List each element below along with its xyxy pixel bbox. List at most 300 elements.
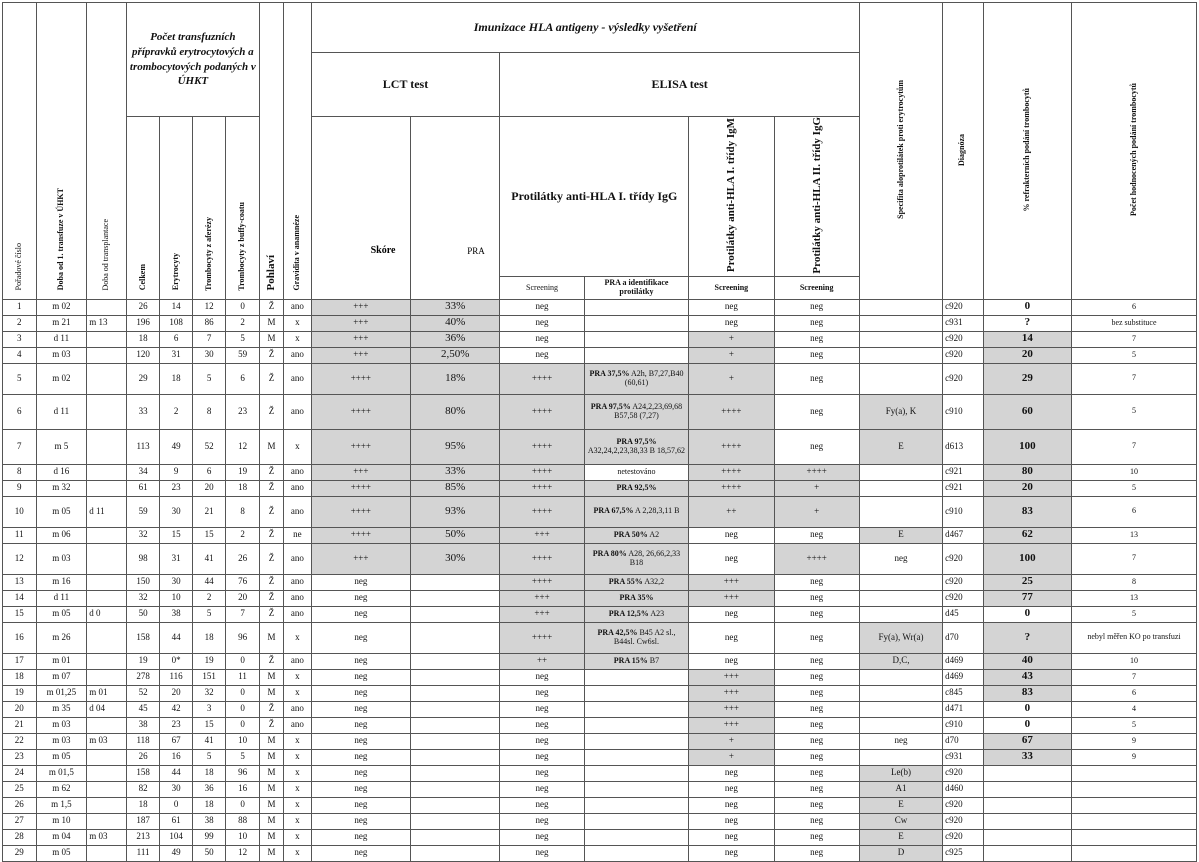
- cell-ref: [983, 797, 1071, 813]
- cell-scr: neg: [500, 347, 584, 363]
- cell-igm: neg: [689, 797, 774, 813]
- cell-n: 23: [3, 749, 37, 765]
- cell-poc: 13: [1071, 527, 1196, 543]
- cell-spec: neg: [859, 543, 942, 574]
- cell-spec: Fy(a), Wr(a): [859, 622, 942, 653]
- cell-igm: +: [689, 749, 774, 765]
- cell-tbc: 96: [226, 622, 260, 653]
- header-pocet-group: Počet transfuzních přípravků erytrocytových a trombocytových podaných v ÚHKT: [126, 3, 259, 117]
- cell-igm: +: [689, 363, 774, 394]
- cell-dtx: m 03: [87, 733, 127, 749]
- cell-cel: 98: [126, 543, 160, 574]
- cell-spec: neg: [859, 733, 942, 749]
- cell-n: 9: [3, 480, 37, 496]
- cell-ii: neg: [774, 797, 859, 813]
- cell-cel: 120: [126, 347, 160, 363]
- cell-ii: neg: [774, 315, 859, 331]
- cell-ery: 31: [160, 347, 192, 363]
- cell-ery: 16: [160, 749, 192, 765]
- cell-spec: [859, 590, 942, 606]
- cell-sk: neg: [311, 845, 410, 861]
- cell-pra: [411, 749, 500, 765]
- cell-sex: Ž: [259, 347, 283, 363]
- cell-igm: +++: [689, 590, 774, 606]
- cell-sex: M: [259, 797, 283, 813]
- cell-sk: ++++: [311, 363, 410, 394]
- hla-results-table: [2, 2, 1197, 862]
- cell-spec: [859, 749, 942, 765]
- cell-pra: 2,50%: [411, 347, 500, 363]
- cell-cel: 158: [126, 765, 160, 781]
- cell-dt: m 03: [36, 717, 87, 733]
- cell-igm: neg: [689, 781, 774, 797]
- cell-taf: 2: [192, 590, 226, 606]
- table-row: [3, 496, 1197, 527]
- cell-scr: neg: [500, 701, 584, 717]
- cell-sex: M: [259, 829, 283, 845]
- cell-dt: m 03: [36, 543, 87, 574]
- cell-pid: [584, 315, 689, 331]
- cell-sex: M: [259, 813, 283, 829]
- table-row: [3, 590, 1197, 606]
- header-celkem: Celkem: [126, 117, 160, 300]
- cell-spec: Le(b): [859, 765, 942, 781]
- cell-spec: D: [859, 845, 942, 861]
- cell-igm: neg: [689, 765, 774, 781]
- cell-spec: [859, 363, 942, 394]
- cell-ii: neg: [774, 669, 859, 685]
- cell-sk: neg: [311, 685, 410, 701]
- cell-tbc: 8: [226, 496, 260, 527]
- cell-pid: [584, 527, 689, 543]
- cell-grav: x: [284, 733, 311, 749]
- table-row: [3, 394, 1197, 429]
- cell-ery: 49: [160, 429, 192, 464]
- cell-pid: [584, 543, 689, 574]
- cell-dtx: [87, 845, 127, 861]
- header-protilatky-igg: Protilátky anti-HLA I. třídy IgG: [500, 117, 689, 277]
- cell-dg: c920: [943, 299, 984, 315]
- cell-ery: 30: [160, 496, 192, 527]
- cell-ery: 2: [160, 394, 192, 429]
- cell-igm: neg: [689, 622, 774, 653]
- cell-dg: c845: [943, 685, 984, 701]
- cell-n: 7: [3, 429, 37, 464]
- pra-ident-text: A2h, B7,27,B40 (60,61): [624, 369, 684, 387]
- cell-tbc: 12: [226, 845, 260, 861]
- cell-tbc: 0: [226, 717, 260, 733]
- cell-ery: 0: [160, 797, 192, 813]
- cell-ref: 83: [983, 685, 1071, 701]
- cell-poc: bez substituce: [1071, 315, 1196, 331]
- cell-spec: Cw: [859, 813, 942, 829]
- cell-sex: M: [259, 669, 283, 685]
- cell-n: 20: [3, 701, 37, 717]
- cell-ii: neg: [774, 845, 859, 861]
- cell-poc: 7: [1071, 543, 1196, 574]
- cell-igm: +++: [689, 574, 774, 590]
- cell-tbc: 26: [226, 543, 260, 574]
- cell-dt: d 16: [36, 464, 87, 480]
- cell-dg: c920: [943, 829, 984, 845]
- cell-grav: x: [284, 685, 311, 701]
- cell-ref: 100: [983, 429, 1071, 464]
- cell-scr: neg: [500, 315, 584, 331]
- cell-cel: 52: [126, 685, 160, 701]
- header-screening-ii: Screening: [774, 276, 859, 299]
- cell-poc: 5: [1071, 394, 1196, 429]
- table-row: [3, 845, 1197, 861]
- cell-sex: Ž: [259, 717, 283, 733]
- cell-ii: +: [774, 496, 859, 527]
- cell-sk: +++: [311, 299, 410, 315]
- cell-ery: 20: [160, 685, 192, 701]
- pra-ident-text: A28, 26,66,2,33 B18: [628, 549, 681, 567]
- cell-dtx: m 01: [87, 685, 127, 701]
- pra-ident-text: netestováno: [617, 466, 656, 476]
- cell-tbc: 5: [226, 749, 260, 765]
- cell-n: 22: [3, 733, 37, 749]
- cell-scr: neg: [500, 813, 584, 829]
- cell-ery: 61: [160, 813, 192, 829]
- cell-sex: Ž: [259, 394, 283, 429]
- cell-grav: ano: [284, 363, 311, 394]
- cell-cel: 26: [126, 299, 160, 315]
- header-tromb-aferezy: Trombocyty z aferézy: [192, 117, 226, 300]
- cell-scr: neg: [500, 733, 584, 749]
- pra-ident-text: A32,24,2,23,38,33 B 18,57,62: [587, 445, 686, 455]
- table-row: [3, 480, 1197, 496]
- cell-grav: ano: [284, 574, 311, 590]
- cell-ref: 43: [983, 669, 1071, 685]
- cell-ii: neg: [774, 574, 859, 590]
- cell-dg: c921: [943, 480, 984, 496]
- pra-ident-bold: PRA 92,5%: [616, 482, 657, 492]
- cell-igm: neg: [689, 299, 774, 315]
- cell-tbc: 0: [226, 701, 260, 717]
- cell-dt: m 35: [36, 701, 87, 717]
- cell-poc: 4: [1071, 701, 1196, 717]
- cell-grav: x: [284, 813, 311, 829]
- cell-ery: 38: [160, 606, 192, 622]
- cell-sk: neg: [311, 701, 410, 717]
- cell-dt: m 01: [36, 653, 87, 669]
- cell-sk: neg: [311, 765, 410, 781]
- cell-taf: 151: [192, 669, 226, 685]
- table-row: [3, 299, 1197, 315]
- cell-dt: m 01,5: [36, 765, 87, 781]
- cell-dg: d469: [943, 669, 984, 685]
- cell-cel: 50: [126, 606, 160, 622]
- cell-dtx: [87, 299, 127, 315]
- cell-ii: neg: [774, 299, 859, 315]
- cell-ref: [983, 781, 1071, 797]
- cell-n: 12: [3, 543, 37, 574]
- cell-ery: 18: [160, 363, 192, 394]
- cell-taf: 15: [192, 717, 226, 733]
- cell-igm: +++: [689, 701, 774, 717]
- cell-dtx: [87, 331, 127, 347]
- cell-dtx: d 0: [87, 606, 127, 622]
- cell-dg: c920: [943, 797, 984, 813]
- cell-spec: [859, 496, 942, 527]
- cell-pra: [411, 813, 500, 829]
- cell-igm: neg: [689, 606, 774, 622]
- cell-n: 26: [3, 797, 37, 813]
- cell-spec: E: [859, 829, 942, 845]
- cell-grav: x: [284, 429, 311, 464]
- pra-ident-bold: PRA 35%: [619, 592, 654, 602]
- cell-n: 2: [3, 315, 37, 331]
- cell-pid: [584, 749, 689, 765]
- table-row: [3, 829, 1197, 845]
- header-specifita: Specifita aloprotilátek proti erytrocytům: [859, 3, 942, 300]
- cell-scr: +++: [500, 606, 584, 622]
- cell-sk: neg: [311, 590, 410, 606]
- cell-cel: 45: [126, 701, 160, 717]
- cell-tbc: 11: [226, 669, 260, 685]
- cell-dg: d467: [943, 527, 984, 543]
- header-poradove: Pořadové číslo: [3, 3, 37, 300]
- cell-poc: [1071, 765, 1196, 781]
- pra-ident-bold: PRA 37,5%: [589, 369, 630, 379]
- cell-poc: 7: [1071, 669, 1196, 685]
- cell-pra: [411, 765, 500, 781]
- pra-ident-bold: PRA 12,5%: [608, 608, 649, 618]
- cell-pra: [411, 781, 500, 797]
- cell-igm: +++: [689, 669, 774, 685]
- cell-pra: 85%: [411, 480, 500, 496]
- cell-scr: ++++: [500, 543, 584, 574]
- header-doba-transplantace: Doba od transplantace: [87, 3, 127, 300]
- cell-n: 14: [3, 590, 37, 606]
- cell-ery: 108: [160, 315, 192, 331]
- cell-ref: 80: [983, 464, 1071, 480]
- cell-sex: Ž: [259, 464, 283, 480]
- cell-taf: 7: [192, 331, 226, 347]
- cell-dg: c910: [943, 496, 984, 527]
- cell-poc: 10: [1071, 653, 1196, 669]
- cell-pid: [584, 347, 689, 363]
- cell-dtx: [87, 363, 127, 394]
- cell-pra: 40%: [411, 315, 500, 331]
- cell-sk: neg: [311, 574, 410, 590]
- cell-ii: neg: [774, 701, 859, 717]
- cell-sex: M: [259, 429, 283, 464]
- header-tromb-buffy: Trombocyty z buffy-coatu: [226, 117, 260, 300]
- cell-pra: [411, 797, 500, 813]
- cell-taf: 5: [192, 363, 226, 394]
- table-row: [3, 527, 1197, 543]
- table-row: [3, 622, 1197, 653]
- cell-igm: neg: [689, 813, 774, 829]
- cell-igm: neg: [689, 653, 774, 669]
- cell-taf: 32: [192, 685, 226, 701]
- cell-dtx: m 03: [87, 829, 127, 845]
- cell-dg: c910: [943, 394, 984, 429]
- cell-dt: d 11: [36, 394, 87, 429]
- cell-n: 19: [3, 685, 37, 701]
- cell-taf: 99: [192, 829, 226, 845]
- cell-ref: 0: [983, 717, 1071, 733]
- cell-grav: x: [284, 669, 311, 685]
- cell-dtx: [87, 527, 127, 543]
- cell-poc: [1071, 781, 1196, 797]
- cell-ref: 67: [983, 733, 1071, 749]
- cell-taf: 21: [192, 496, 226, 527]
- cell-n: 4: [3, 347, 37, 363]
- cell-cel: 34: [126, 464, 160, 480]
- cell-sex: Ž: [259, 527, 283, 543]
- cell-ery: 30: [160, 574, 192, 590]
- cell-poc: 5: [1071, 717, 1196, 733]
- cell-taf: 41: [192, 733, 226, 749]
- cell-ref: 25: [983, 574, 1071, 590]
- header-lct-skore-cell: [311, 117, 410, 300]
- cell-tbc: 88: [226, 813, 260, 829]
- cell-poc: [1071, 845, 1196, 861]
- header-protilatky-igm: Protilátky anti-HLA I. třídy IgM: [689, 117, 774, 277]
- cell-ery: 0*: [160, 653, 192, 669]
- table-row: [3, 781, 1197, 797]
- cell-taf: 44: [192, 574, 226, 590]
- cell-ref: [983, 765, 1071, 781]
- cell-scr: ++++: [500, 363, 584, 394]
- cell-igm: neg: [689, 527, 774, 543]
- table-row: [3, 701, 1197, 717]
- cell-sk: +++: [311, 464, 410, 480]
- cell-ii: neg: [774, 749, 859, 765]
- cell-dg: c925: [943, 845, 984, 861]
- cell-pra: 95%: [411, 429, 500, 464]
- cell-spec: [859, 347, 942, 363]
- cell-pid: [584, 590, 689, 606]
- cell-cel: 29: [126, 363, 160, 394]
- cell-grav: ano: [284, 606, 311, 622]
- cell-tbc: 2: [226, 315, 260, 331]
- cell-grav: ano: [284, 299, 311, 315]
- cell-n: 29: [3, 845, 37, 861]
- cell-scr: neg: [500, 331, 584, 347]
- cell-sex: M: [259, 733, 283, 749]
- document-table-wrapper: [2, 2, 1197, 858]
- cell-taf: 86: [192, 315, 226, 331]
- cell-cel: 213: [126, 829, 160, 845]
- cell-taf: 50: [192, 845, 226, 861]
- cell-scr: ++: [500, 653, 584, 669]
- cell-ii: neg: [774, 394, 859, 429]
- cell-ery: 9: [160, 464, 192, 480]
- cell-tbc: 2: [226, 527, 260, 543]
- cell-sk: ++++: [311, 480, 410, 496]
- cell-ii: neg: [774, 717, 859, 733]
- cell-pid: [584, 717, 689, 733]
- cell-sk: neg: [311, 653, 410, 669]
- table-row: [3, 315, 1197, 331]
- cell-igm: ++++: [689, 464, 774, 480]
- cell-scr: ++++: [500, 496, 584, 527]
- cell-pid: [584, 363, 689, 394]
- cell-dt: m 01,25: [36, 685, 87, 701]
- cell-pid: [584, 781, 689, 797]
- cell-n: 28: [3, 829, 37, 845]
- cell-grav: ano: [284, 701, 311, 717]
- cell-sex: M: [259, 685, 283, 701]
- header-protilatky-ii: Protilátky anti-HLA II. třídy IgG: [774, 117, 859, 277]
- cell-tbc: 76: [226, 574, 260, 590]
- cell-taf: 36: [192, 781, 226, 797]
- cell-n: 3: [3, 331, 37, 347]
- header-gravidita: Gravidita v anamnéze: [284, 3, 311, 300]
- cell-poc: 9: [1071, 733, 1196, 749]
- cell-ery: 15: [160, 527, 192, 543]
- cell-pra: [411, 701, 500, 717]
- cell-spec: [859, 480, 942, 496]
- cell-pid: [584, 622, 689, 653]
- cell-pra: 50%: [411, 527, 500, 543]
- pra-ident-bold: PRA 97,5%: [590, 402, 631, 412]
- cell-grav: x: [284, 797, 311, 813]
- cell-dt: m 62: [36, 781, 87, 797]
- cell-dtx: [87, 429, 127, 464]
- cell-ery: 49: [160, 845, 192, 861]
- table-row: [3, 363, 1197, 394]
- cell-cel: 26: [126, 749, 160, 765]
- cell-poc: [1071, 829, 1196, 845]
- cell-sex: M: [259, 331, 283, 347]
- cell-grav: x: [284, 845, 311, 861]
- pra-ident-bold: PRA 55%: [608, 576, 643, 586]
- cell-poc: 9: [1071, 749, 1196, 765]
- cell-ref: [983, 829, 1071, 845]
- cell-dg: c920: [943, 543, 984, 574]
- cell-pid: [584, 669, 689, 685]
- cell-poc: 5: [1071, 480, 1196, 496]
- cell-spec: A1: [859, 781, 942, 797]
- cell-dg: c921: [943, 464, 984, 480]
- cell-taf: 8: [192, 394, 226, 429]
- cell-cel: 118: [126, 733, 160, 749]
- table-row: [3, 717, 1197, 733]
- cell-ref: ?: [983, 315, 1071, 331]
- cell-dg: d471: [943, 701, 984, 717]
- cell-sk: neg: [311, 813, 410, 829]
- cell-dtx: [87, 543, 127, 574]
- pra-ident-bold: PRA 42,5%: [597, 628, 638, 638]
- cell-pid: [584, 480, 689, 496]
- cell-dg: d460: [943, 781, 984, 797]
- cell-ery: 30: [160, 781, 192, 797]
- cell-tbc: 10: [226, 829, 260, 845]
- cell-sk: neg: [311, 797, 410, 813]
- cell-dtx: [87, 590, 127, 606]
- cell-dg: c931: [943, 315, 984, 331]
- cell-ref: 60: [983, 394, 1071, 429]
- cell-scr: ++++: [500, 480, 584, 496]
- cell-pra: [411, 574, 500, 590]
- pra-ident-bold: PRA 15%: [613, 655, 648, 665]
- cell-sk: ++++: [311, 496, 410, 527]
- cell-dt: m 5: [36, 429, 87, 464]
- cell-sk: neg: [311, 717, 410, 733]
- cell-pid: [584, 429, 689, 464]
- cell-igm: neg: [689, 829, 774, 845]
- cell-n: 6: [3, 394, 37, 429]
- cell-tbc: 16: [226, 781, 260, 797]
- cell-grav: x: [284, 781, 311, 797]
- cell-sex: Ž: [259, 496, 283, 527]
- cell-scr: neg: [500, 781, 584, 797]
